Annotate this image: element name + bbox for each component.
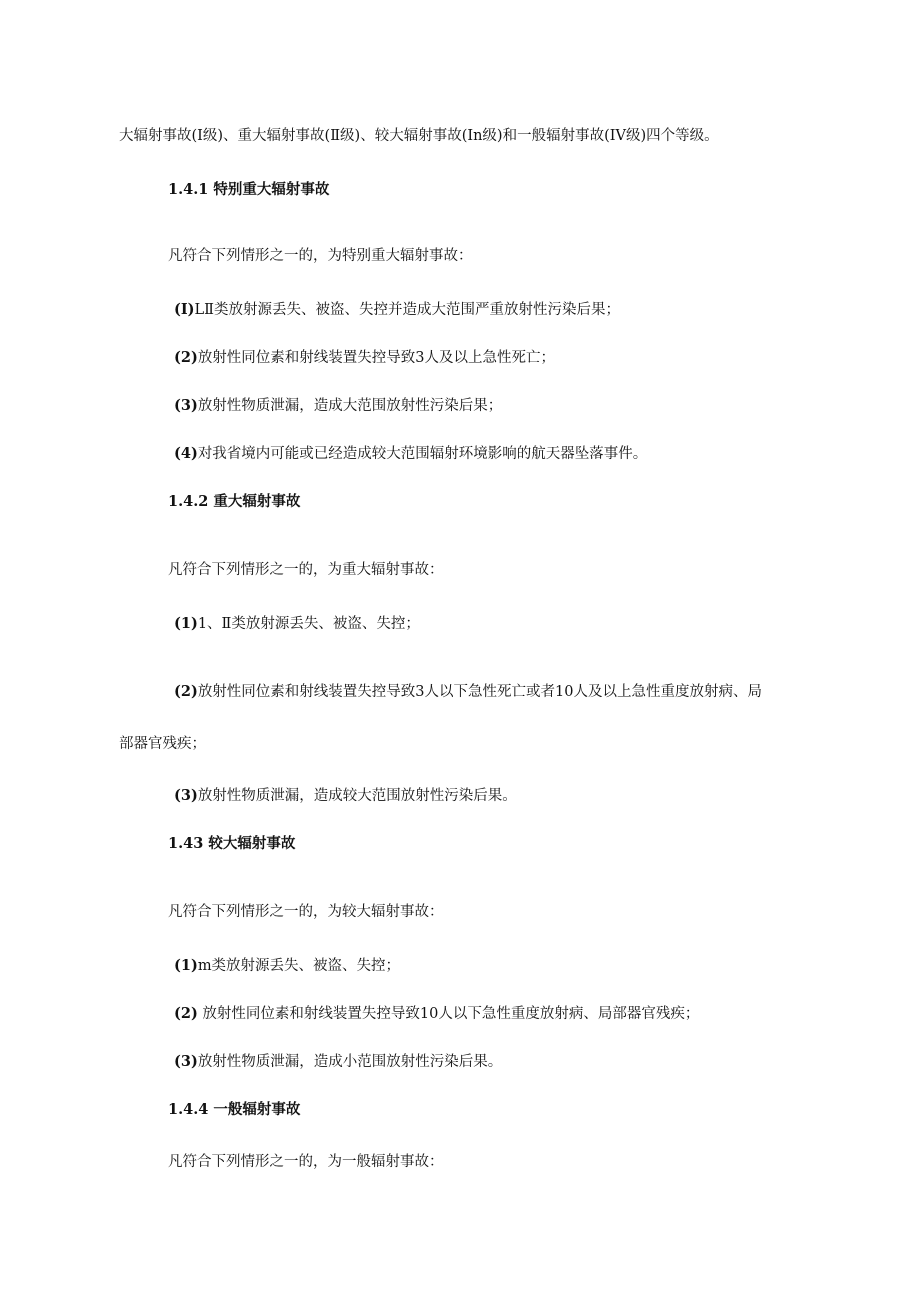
item-text: 放射性物质泄漏，造成大范围放射性污染后果； — [197, 398, 503, 414]
list-item — [174, 682, 762, 702]
item-number: (2) — [174, 349, 198, 366]
item-text: m类放射源丢失、被盗、失控； — [197, 958, 401, 974]
list-item-continuation: 部器官残疾； — [119, 736, 206, 752]
lead-paragraph: 大辐射事故(I级)、重大辐射事故(Ⅱ级)、较大辐射事故(In级)和一般辐射事故(IV级)四个等级。 — [119, 128, 719, 144]
list-item — [174, 786, 517, 806]
item-number: (4) — [174, 445, 198, 462]
section-heading-1-4-1: 1.4.1 特别重大辐射事故 — [168, 181, 330, 198]
item-number: (3) — [174, 1053, 198, 1070]
list-item — [174, 614, 420, 634]
item-text: 放射性同位素和射线装置失控导致3人及以上急性死亡； — [197, 350, 556, 366]
item-text: 放射性同位素和射线装置失控导致10人以下急性重度放射病、局部器官残疾； — [197, 1006, 700, 1022]
list-item — [174, 1052, 502, 1072]
item-text: 放射性同位素和射线装置失控导致3人以下急性死亡或者10人及以上急性重度放射病、局 — [197, 684, 762, 700]
section-intro: 凡符合下列情形之一的，为一般辐射事故： — [168, 1154, 444, 1170]
item-number: (1) — [174, 615, 198, 632]
section-intro: 凡符合下列情形之一的，为重大辐射事故： — [168, 562, 444, 578]
item-number: (3) — [174, 787, 198, 804]
list-item — [174, 1004, 699, 1024]
item-text: 1、Ⅱ类放射源丢失、被盗、失控； — [197, 616, 420, 632]
section-heading-1-4-4: 1.4.4 一般辐射事故 — [168, 1101, 301, 1118]
section-intro: 凡符合下列情形之一的，为特别重大辐射事故： — [168, 248, 473, 264]
section-heading-1-4-3: 1.43 较大辐射事故 — [168, 835, 296, 852]
list-item — [174, 956, 400, 976]
section-intro: 凡符合下列情形之一的，为较大辐射事故： — [168, 904, 444, 920]
item-text: 放射性物质泄漏，造成小范围放射性污染后果。 — [197, 1054, 503, 1070]
item-text: 对我省境内可能或已经造成较大范围辐射环境影响的航天器坠落事件。 — [197, 446, 648, 462]
item-number: (2) — [174, 683, 198, 700]
item-number: (3) — [174, 397, 198, 414]
list-item — [174, 300, 620, 320]
item-number: (2) — [174, 1005, 198, 1022]
item-number: (1) — [174, 957, 198, 974]
list-item — [174, 348, 555, 368]
list-item — [174, 444, 647, 464]
section-heading-1-4-2: 1.4.2 重大辐射事故 — [168, 493, 301, 510]
item-text: 放射性物质泄漏，造成较大范围放射性污染后果。 — [197, 788, 517, 804]
item-number: (I) — [174, 301, 195, 318]
item-text: LⅡ类放射源丢失、被盗、失控并造成大范围严重放射性污染后果； — [194, 302, 620, 318]
list-item — [174, 396, 502, 416]
